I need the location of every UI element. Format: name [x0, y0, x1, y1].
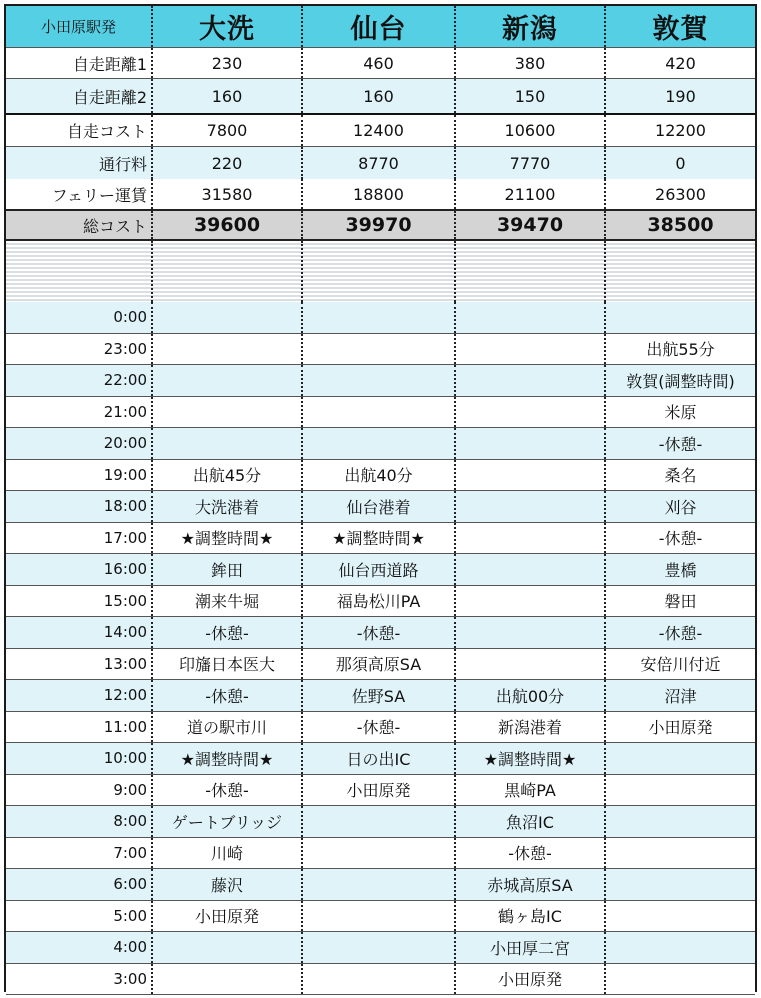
schedule-cell: 出航45分 [153, 460, 303, 491]
cell-value: 460 [303, 48, 456, 78]
time-label: 5:00 [6, 901, 153, 932]
schedule-cell [456, 554, 606, 585]
schedule-cell: 印旛日本医大 [153, 649, 303, 680]
schedule-cell: 仙台港着 [303, 491, 456, 522]
time-label: 3:00 [6, 964, 153, 995]
schedule-row [6, 964, 755, 996]
schedule-cell [606, 869, 755, 900]
schedule-cell [153, 365, 303, 396]
schedule-row [6, 806, 755, 838]
schedule-cell [606, 932, 755, 963]
schedule-cell [153, 397, 303, 428]
schedule-cell: -休憩- [153, 617, 303, 648]
cell-value: 26300 [655, 184, 706, 204]
time-label: 6:00 [6, 869, 153, 900]
schedule-cell [303, 901, 456, 932]
time-label: 14:00 [6, 617, 153, 648]
schedule-cell: 安倍川付近 [640, 655, 721, 675]
schedule-cell: 赤城高原SA [456, 869, 606, 900]
schedule-cell: 福島松川PA [303, 586, 456, 617]
schedule-cell: 刈谷 [664, 497, 697, 517]
schedule-cell: 大洗港着 [153, 491, 303, 522]
schedule-cell: 鶴ヶ島IC [456, 901, 606, 932]
row-label: 自走コスト [6, 115, 153, 146]
schedule-row [6, 334, 755, 366]
schedule-cell [153, 932, 303, 963]
schedule-cell: -休憩- [658, 529, 703, 549]
schedule-cell: -休憩- [303, 617, 456, 648]
cell-value: 12400 [303, 115, 456, 146]
cell-value: 8770 [303, 147, 456, 179]
spacer-cell [303, 241, 456, 302]
schedule-cell: 藤沢 [153, 869, 303, 900]
cell-value: 7800 [153, 115, 303, 146]
schedule-cell: 川崎 [153, 838, 303, 869]
row-label: 通行料 [6, 147, 153, 179]
schedule-cell: 小田厚二宮 [456, 932, 606, 963]
schedule-cell: 沼津 [664, 686, 697, 706]
time-label: 11:00 [6, 712, 153, 743]
schedule-cell [606, 302, 755, 333]
cell-value: 31580 [153, 179, 303, 209]
schedule-cell: 潮来牛堀 [153, 586, 303, 617]
schedule-cell [456, 617, 606, 648]
schedule-row [6, 365, 755, 397]
summary-row-toll [6, 147, 755, 179]
schedule-cell [303, 302, 456, 333]
schedule-cell [303, 334, 456, 365]
schedule-row [6, 649, 755, 681]
origin-label: 小田原駅発 [6, 6, 153, 47]
schedule-table [4, 4, 757, 992]
schedule-cell [303, 397, 456, 428]
time-label: 9:00 [6, 775, 153, 806]
schedule-cell [456, 649, 606, 680]
row-label: 自走距離1 [6, 48, 153, 78]
schedule-row [6, 901, 755, 933]
time-label: 17:00 [6, 523, 153, 554]
cell-value: 18800 [303, 179, 456, 209]
time-label: 20:00 [6, 428, 153, 459]
schedule-cell: 佐野SA [303, 680, 456, 711]
time-label: 22:00 [6, 365, 153, 396]
schedule-cell [303, 806, 456, 837]
schedule-cell [606, 838, 755, 869]
schedule-row [6, 586, 755, 618]
schedule-row [6, 743, 755, 775]
row-label: 自走距離2 [6, 79, 153, 113]
cell-value: 0 [675, 153, 686, 173]
cell-value: 380 [456, 48, 606, 78]
time-label: 15:00 [6, 586, 153, 617]
schedule-row [6, 680, 755, 712]
summary-row-ferry-fare [6, 179, 755, 209]
summary-row-drive-cost [6, 113, 755, 147]
schedule-cell: 出航55分 [646, 340, 715, 360]
schedule-cell: 小田原発 [153, 901, 303, 932]
summary-row-distance1 [6, 48, 755, 79]
schedule-cell: -休憩- [456, 838, 606, 869]
schedule-cell [303, 964, 456, 995]
time-label: 10:00 [6, 743, 153, 774]
schedule-cell: 桑名 [664, 466, 697, 486]
time-label: 8:00 [6, 806, 153, 837]
schedule-cell [606, 901, 755, 932]
row-label: 総コスト [6, 211, 153, 239]
schedule-cell [606, 743, 755, 774]
spacer-cell [6, 241, 153, 302]
schedule-cell [303, 838, 456, 869]
schedule-cell [456, 365, 606, 396]
schedule-cell: 敦賀(調整時間) [626, 371, 735, 391]
total-value: 38500 [647, 214, 714, 236]
schedule-cell: 小田原発 [648, 718, 713, 738]
time-label: 0:00 [6, 302, 153, 333]
cell-value: 160 [153, 79, 303, 113]
schedule-cell [303, 869, 456, 900]
cell-value: 7770 [456, 147, 606, 179]
cell-value: 21100 [456, 179, 606, 209]
schedule-cell [456, 334, 606, 365]
dest-oarai: 大洗 [153, 6, 303, 47]
schedule-row [6, 523, 755, 555]
schedule-cell [303, 932, 456, 963]
schedule-cell [606, 806, 755, 837]
cell-value: 420 [665, 53, 696, 73]
schedule-cell: ゲートブリッジ [153, 806, 303, 837]
spacer-band [6, 241, 755, 302]
cell-value: 190 [665, 86, 696, 106]
spacer-cell [456, 241, 606, 302]
schedule-cell [606, 964, 755, 995]
schedule-row [6, 838, 755, 870]
dest-sendai: 仙台 [303, 6, 456, 47]
schedule-cell: 仙台西道路 [303, 554, 456, 585]
header-row [6, 6, 755, 48]
schedule-row [6, 302, 755, 334]
schedule-cell: 磐田 [664, 592, 697, 612]
schedule-row [6, 932, 755, 964]
time-label: 18:00 [6, 491, 153, 522]
schedule-cell [303, 365, 456, 396]
schedule-cell: 日の出IC [303, 743, 456, 774]
schedule-cell: 黒崎PA [456, 775, 606, 806]
total-value: 39470 [456, 211, 606, 239]
schedule-row [6, 617, 755, 649]
total-value: 39970 [303, 211, 456, 239]
cell-value: 150 [456, 79, 606, 113]
schedule-cell: -休憩- [303, 712, 456, 743]
time-label: 4:00 [6, 932, 153, 963]
schedule-cell: 豊橋 [664, 560, 697, 580]
cell-value: 230 [153, 48, 303, 78]
schedule-row [6, 554, 755, 586]
schedule-cell [456, 586, 606, 617]
schedule-cell: 鉾田 [153, 554, 303, 585]
schedule-row [6, 869, 755, 901]
time-label: 19:00 [6, 460, 153, 491]
schedule-cell [456, 491, 606, 522]
schedule-cell: ★調整時間★ [456, 743, 606, 774]
schedule-cell: 道の駅市川 [153, 712, 303, 743]
schedule-cell [456, 397, 606, 428]
schedule-cell: ★調整時間★ [153, 523, 303, 554]
total-cost-row [6, 209, 755, 241]
cell-value: 220 [153, 147, 303, 179]
schedule-cell: 新潟港着 [456, 712, 606, 743]
cell-value: 12200 [655, 121, 706, 140]
row-label: フェリー運賃 [6, 179, 153, 209]
dest-niigata: 新潟 [456, 6, 606, 47]
schedule-cell: ★調整時間★ [303, 523, 456, 554]
summary-row-distance2 [6, 79, 755, 113]
schedule-cell [153, 334, 303, 365]
schedule-cell [153, 964, 303, 995]
schedule-cell: 小田原発 [456, 964, 606, 995]
schedule-cell: 出航00分 [456, 680, 606, 711]
schedule-cell: -休憩- [153, 775, 303, 806]
schedule-row [6, 397, 755, 429]
schedule-cell [153, 302, 303, 333]
schedule-row [6, 491, 755, 523]
schedule-cell [456, 460, 606, 491]
schedule-cell: 小田原発 [303, 775, 456, 806]
total-value: 39600 [153, 211, 303, 239]
schedule-row [6, 775, 755, 807]
spacer-cell [153, 241, 303, 302]
schedule-row [6, 428, 755, 460]
schedule-cell: 魚沼IC [456, 806, 606, 837]
time-label: 21:00 [6, 397, 153, 428]
schedule-cell: 那須高原SA [303, 649, 456, 680]
cell-value: 10600 [456, 115, 606, 146]
time-label: 7:00 [6, 838, 153, 869]
time-label: 13:00 [6, 649, 153, 680]
schedule-row [6, 460, 755, 492]
spacer-cell [606, 241, 755, 302]
schedule-cell: 出航40分 [303, 460, 456, 491]
schedule-cell: -休憩- [658, 434, 703, 454]
schedule-cell [456, 302, 606, 333]
schedule-cell [153, 428, 303, 459]
schedule-cell: ★調整時間★ [153, 743, 303, 774]
dest-tsuruga: 敦賀 [652, 14, 709, 45]
schedule-cell [303, 428, 456, 459]
schedule-cell: 米原 [664, 403, 697, 423]
schedule-cell [456, 523, 606, 554]
schedule-cell: -休憩- [153, 680, 303, 711]
time-label: 12:00 [6, 680, 153, 711]
schedule-cell: -休憩- [658, 623, 703, 643]
time-label: 23:00 [6, 334, 153, 365]
cell-value: 160 [303, 79, 456, 113]
time-label: 16:00 [6, 554, 153, 585]
schedule-row [6, 712, 755, 744]
schedule-cell [606, 775, 755, 806]
schedule-cell [456, 428, 606, 459]
